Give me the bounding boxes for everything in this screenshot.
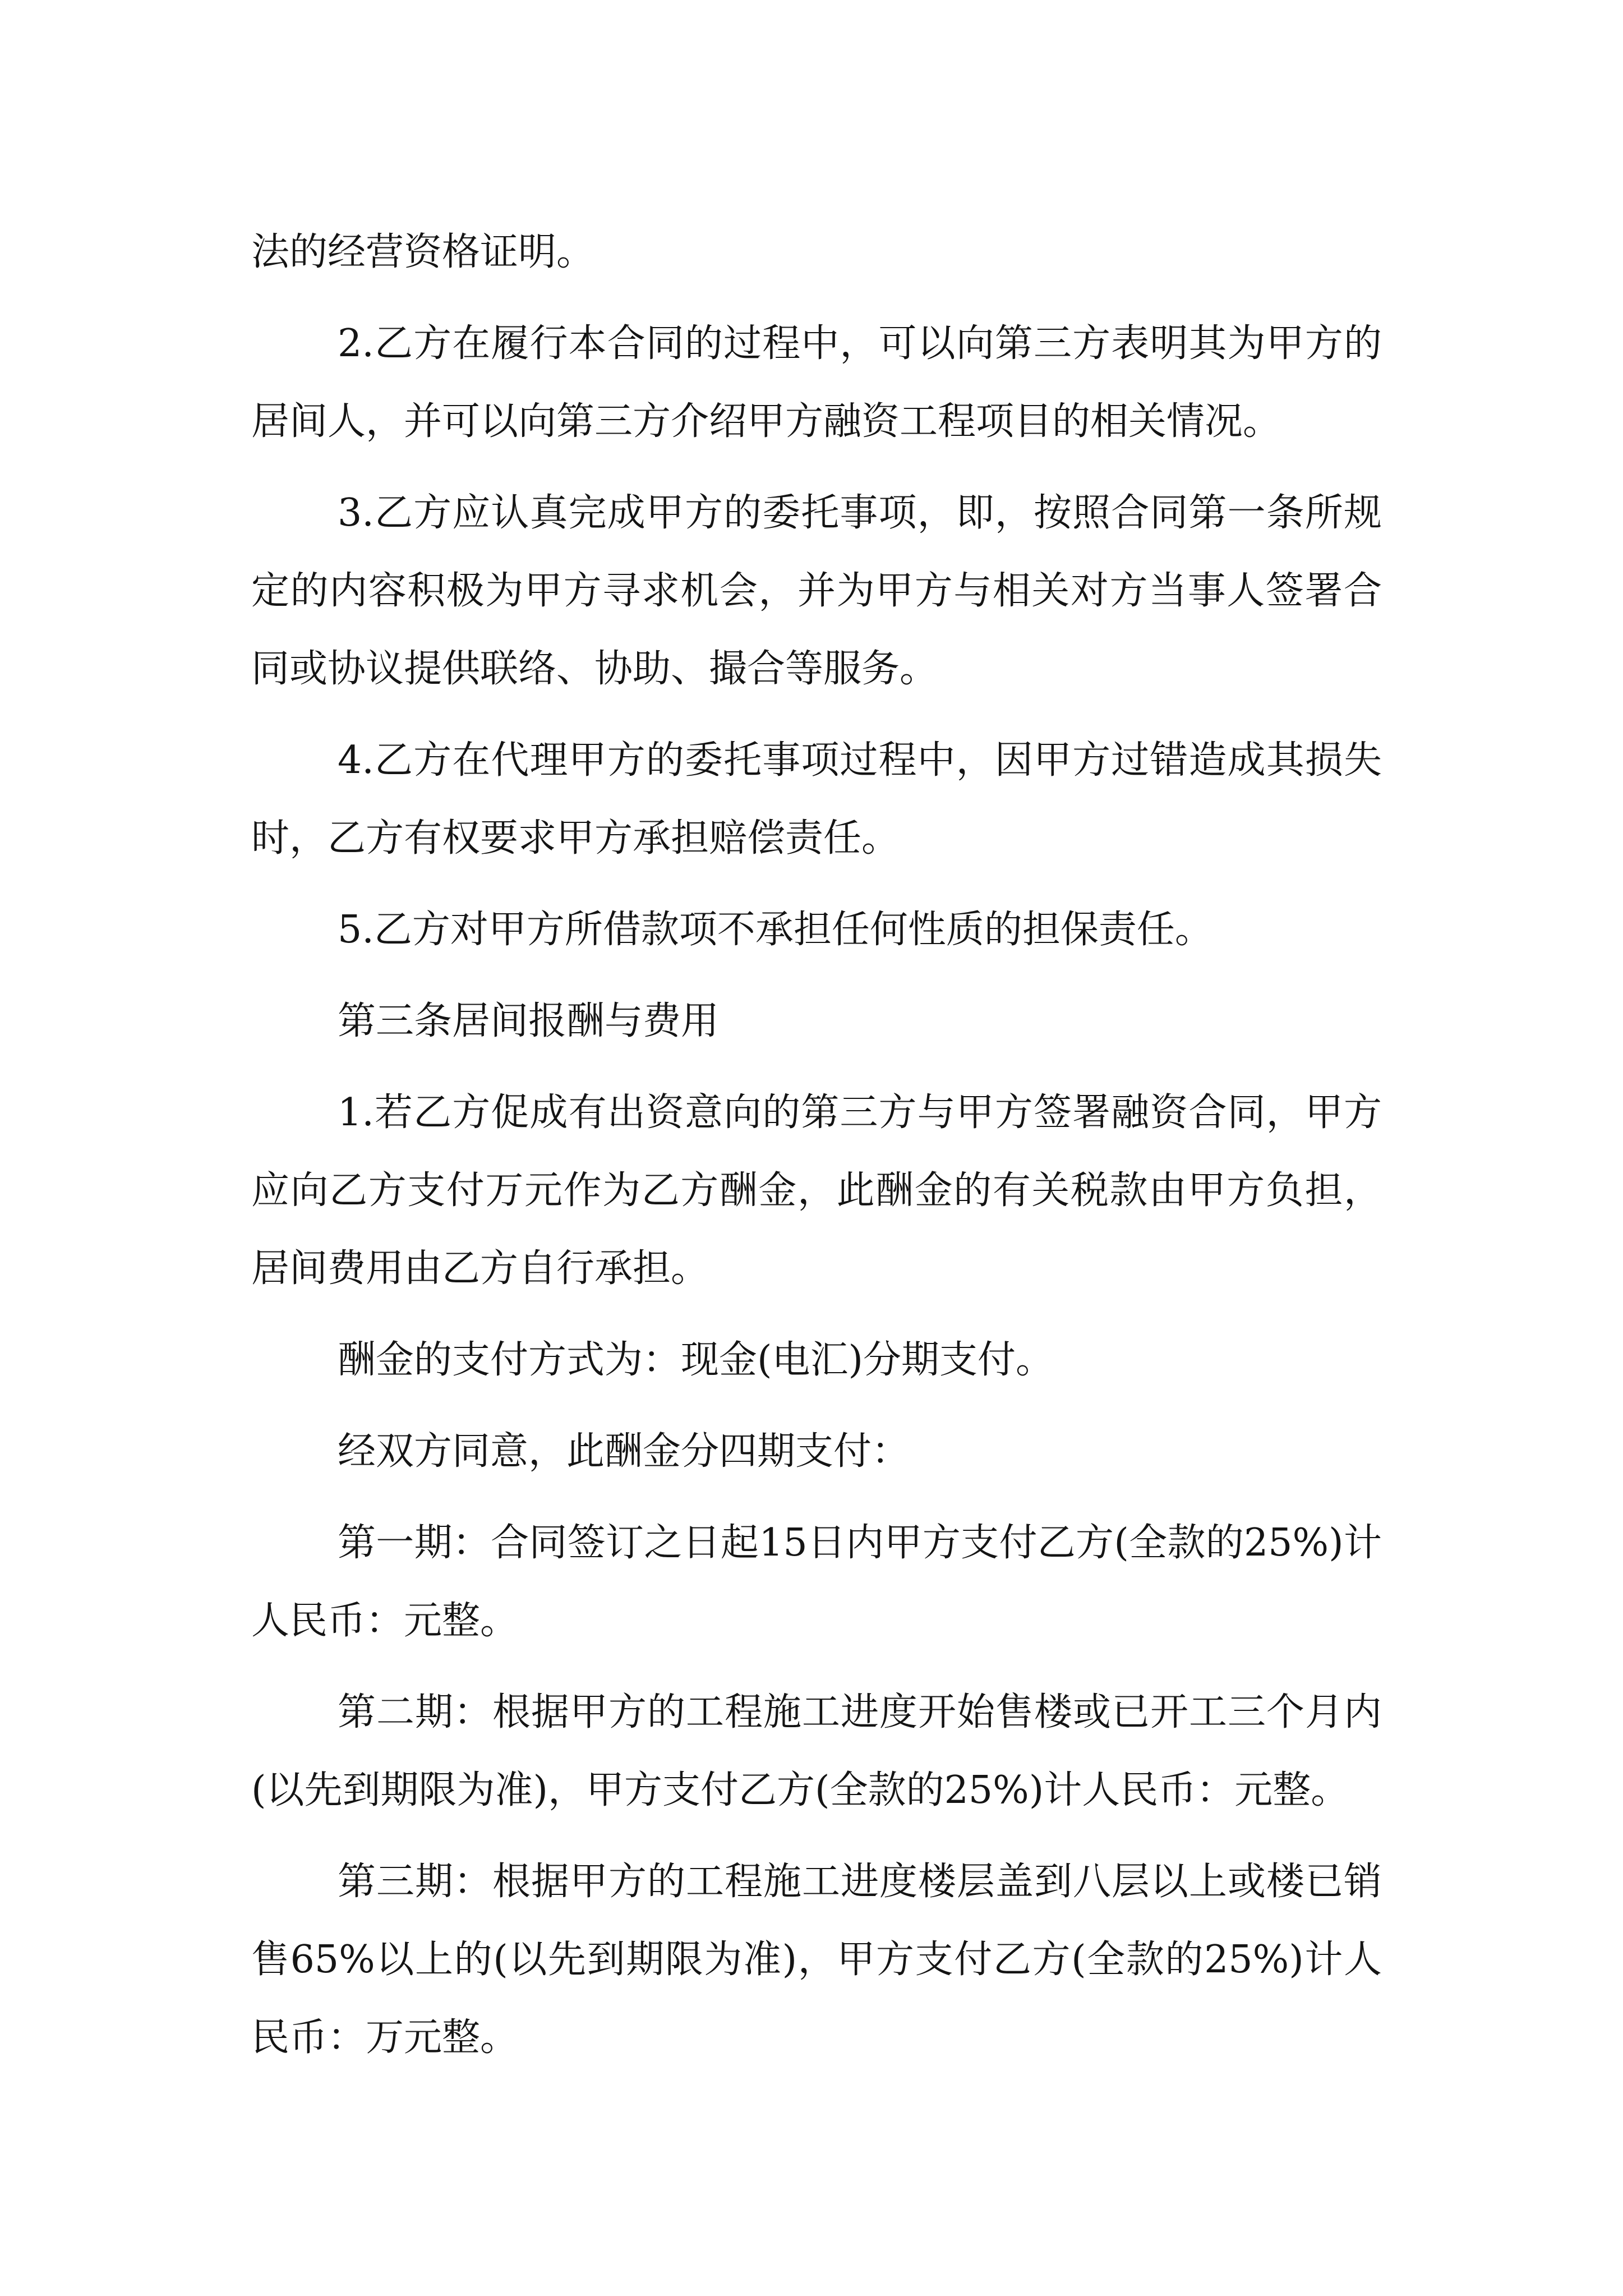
clause-2-2: 2.乙方在履行本合同的过程中，可以向第三方表明其为甲方的居间人，并可以向第三方介绍甲方融资工程项目的相关情况。 <box>251 321 1382 444</box>
section-heading-article-3: 第三条居间报酬与费用 <box>338 999 720 1043</box>
clause-2-3: 3.乙方应认真完成甲方的委托事项，即，按照合同第一条所规定的内容积极为甲方寻求机会，并为甲方与相关对方当事人签署合同或协议提供联络、协助、撮合等服务。 <box>251 491 1382 691</box>
clause-2-4: 4.乙方在代理甲方的委托事项过程中，因甲方过错造成其损失时，乙方有权要求甲方承担赔偿责任。 <box>251 738 1382 861</box>
payment-phase-2: 第二期：根据甲方的工程施工进度开始售楼或已开工三个月内(以先到期限为准)，甲方支付乙方(全款的25%)计人民币：元整。 <box>251 1690 1382 1812</box>
paragraph-continuation: 法的经营资格证明。 <box>251 230 595 274</box>
payment-phase-1: 第一期：合同签订之日起15日内甲方支付乙方(全款的25%)计人民币：元整。 <box>251 1521 1382 1643</box>
payment-phase-3: 第三期：根据甲方的工程施工进度楼层盖到八层以上或楼已销售65%以上的(以先到期限为准)，甲方支付乙方(全款的25%)计人民币：万元整。 <box>251 1860 1382 2060</box>
payment-schedule-intro: 经双方同意，此酬金分四期支付： <box>338 1429 910 1474</box>
document-body <box>251 213 1382 2090</box>
payment-method: 酬金的支付方式为：现金(电汇)分期支付。 <box>338 1338 1054 1382</box>
clause-2-5: 5.乙方对甲方所借款项不承担任何性质的担保责任。 <box>338 908 1213 952</box>
clause-3-1: 1.若乙方促成有出资意向的第三方与甲方签署融资合同，甲方应向乙方支付万元作为乙方酬金，此酬金的有关税款由甲方负担，居间费用由乙方自行承担。 <box>251 1091 1382 1291</box>
